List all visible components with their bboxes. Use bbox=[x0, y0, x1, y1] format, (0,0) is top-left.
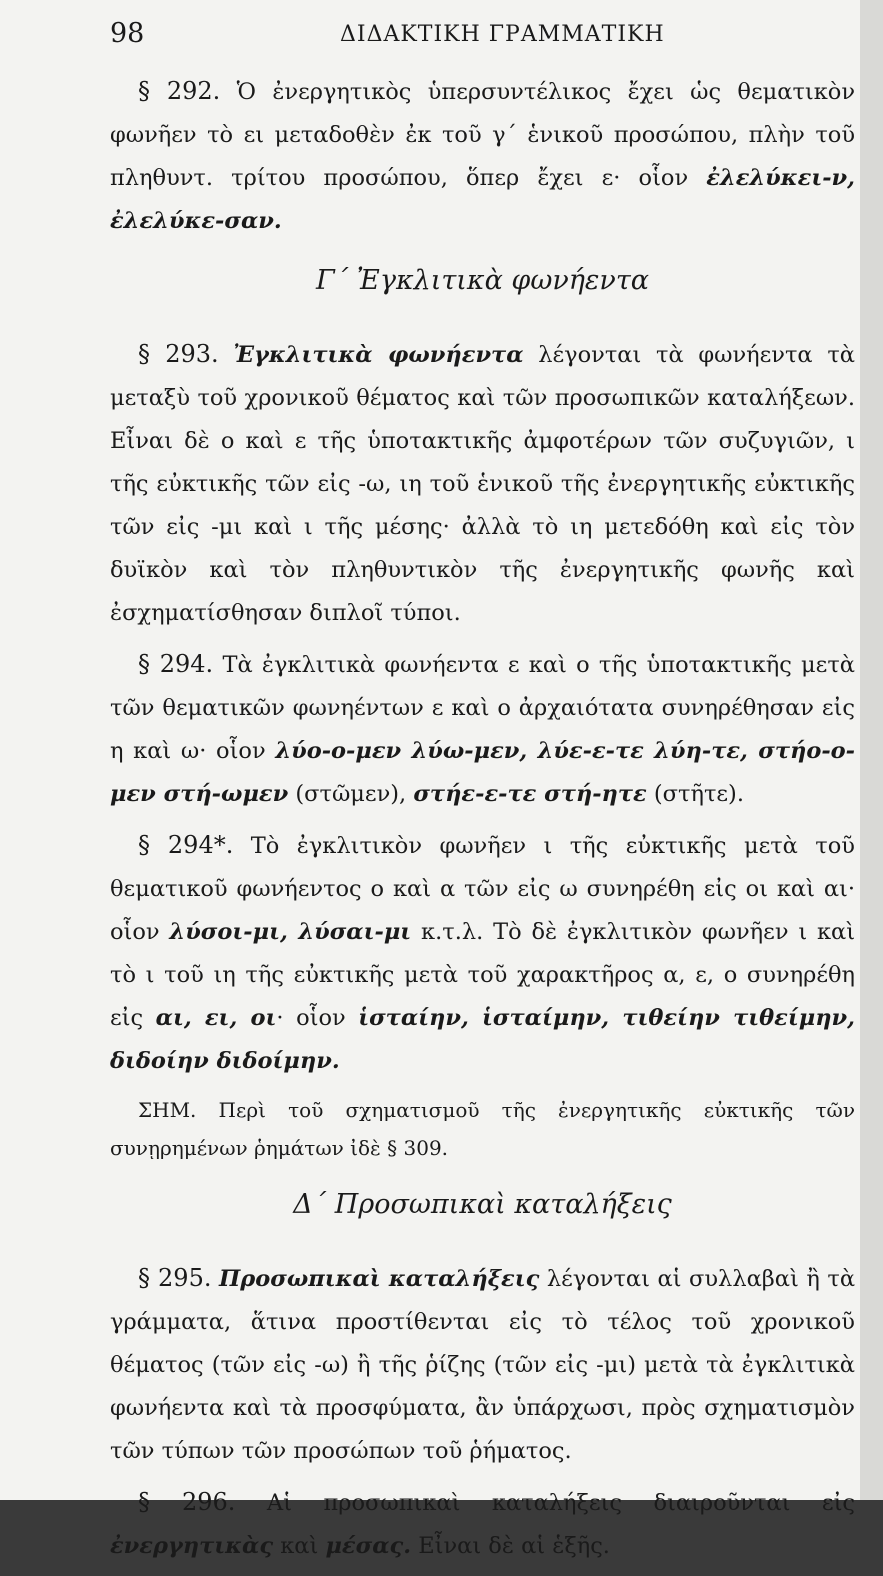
section-number: § 294*. bbox=[138, 831, 234, 859]
page-number: 98 bbox=[110, 18, 145, 49]
paragraph-293 bbox=[110, 333, 855, 635]
section-number: § 295. bbox=[138, 1264, 212, 1292]
adjacent-page-edge bbox=[860, 0, 883, 1500]
paragraph-text-2: κ.τ.λ. Τὸ δὲ ἐγκλιτικὸν φωνῆεν ι καὶ τὸ ι τοῦ ιη τῆς εὐκτικῆς μετὰ τοῦ χαρακτῆρος α, ε, ο συνηρέθη εἰς bbox=[110, 919, 856, 1031]
section-number: § 293. bbox=[138, 340, 219, 368]
example-forms: λύσοι-μι, λύσαι-μι bbox=[169, 919, 412, 945]
section-heading-c: Γ΄ Ἐγκλιτικὰ φωνήεντα bbox=[315, 265, 650, 296]
paragraph-text: Αἱ προσωπικαὶ καταλήξεις διαιροῦνται εἰς bbox=[266, 1490, 855, 1516]
paragraph-text-mid: καὶ bbox=[280, 1533, 319, 1559]
paragraph-text: Ὁ ἐνεργητικὸς ὑπερσυντέλικος ἔχει ὡς θεματικὸν φωνῆεν τὸ ει μεταδοθὲν ἐκ τοῦ γ΄ ἑνικοῦ προσώπου, πλὴν τοῦ πληθυντ. τρίτου προσώπου, ὅπερ ἔχει ε· οἷον bbox=[110, 79, 856, 191]
paragraph-text-3: · οἷον bbox=[276, 1005, 346, 1031]
example-forms-3: ἱσταίην, ἱσταίμην, τιθείην τιθείμην, διδοίην διδοίμην. bbox=[110, 1005, 855, 1074]
paragraph-text: λέγονται τὰ φωνήεντα τὰ μεταξὺ τοῦ χρονικοῦ θέματος καὶ τῶν προσωπικῶν καταλήξεων. Εἶναι δὲ ο καὶ ε τῆς ὑποτακτικῆς ἀμφοτέρων τῶν συζυγιῶν, ι τῆς εὐκτικῆς τῶν εἰς -ω, ιη τοῦ ἑνικοῦ τῆς ἐνεργητικῆς εὐκτικῆς τῶν εἰς -μι καὶ ι τῆς μέσης· ἀλλὰ τὸ ιη μετεδόθη καὶ εἰς τὸν δυϊκὸν καὶ τὸν πληθυντικὸν τῆς ἐνεργητικῆς φωνῆς καὶ ἐσχηματίσθησαν διπλοῖ τύποι. bbox=[110, 342, 855, 626]
example-forms-2: στήε-ε-τε στή-ητε bbox=[413, 781, 647, 807]
example-forms-2: αι, ει, οι bbox=[155, 1005, 277, 1031]
defined-term: Ἐγκλιτικὰ φωνήεντα bbox=[233, 342, 524, 368]
note-paragraph bbox=[110, 1091, 855, 1167]
paragraph-text: Τὸ ἐγκλιτικὸν φωνῆεν ι τῆς εὐκτικῆς μετὰ τοῦ θεματικοῦ φωνήεντος ο καὶ α τῶν εἰς ω συνηρέθη εἰς οι καὶ αι· οἷον bbox=[110, 833, 855, 945]
section-heading-d: Δ΄ Προσωπικαὶ καταλήξεις bbox=[293, 1189, 672, 1220]
paragraph-text-tail: Εἶναι δὲ αἱ ἑξῆς. bbox=[418, 1533, 610, 1559]
paragraph-text-tail: (στῶμεν), bbox=[295, 781, 407, 807]
defined-term-2: μέσας. bbox=[325, 1533, 412, 1559]
paragraph-text: λέγονται αἱ συλλαβαὶ ἢ τὰ γράμματα, ἅτινα προστίθενται εἰς τὸ τέλος τοῦ χρονικοῦ θέματος (τῶν εἰς -ω) ἢ τῆς ῥίζης (τῶν εἰς -μι) μετὰ τὰ ἐγκλιτικὰ φωνήεντα καὶ τὰ προσφύματα, ἂν ὑπάρχωσι, πρὸς σχηματισμὸν τῶν τύπων τῶν προσώπων τοῦ ῥήματος. bbox=[110, 1266, 856, 1464]
running-title: ΔΙΔΑΚΤΙΚΗ ΓΡΑΜΜΑΤΙΚΗ bbox=[340, 22, 665, 47]
page-content bbox=[110, 70, 855, 1576]
paragraph-294-star bbox=[110, 824, 855, 1083]
paragraph-text: Τὰ ἐγκλιτικὰ φωνήεντα ε καὶ ο τῆς ὑποτακτικῆς μετὰ τῶν θεματικῶν φωνηέντων ε καὶ ο ἀρχαιότατα συνηρέθησαν εἰς η καὶ ω· οἷον bbox=[110, 652, 855, 764]
defined-term: Προσωπικαὶ καταλήξεις bbox=[219, 1266, 540, 1292]
note-text: ΣΗΜ. Περὶ τοῦ σχηματισμοῦ τῆς ἐνεργητικῆς εὐκτικῆς τῶν συνῃρημένων ῥημάτων ἰδὲ § 309. bbox=[110, 1098, 855, 1160]
section-number: § 292. bbox=[138, 77, 221, 105]
paragraph-text-tail-2: (στῆτε). bbox=[653, 781, 744, 807]
example-forms: λύο-ο-μεν λύω-μεν, λύε-ε-τε λύη-τε, στήο-ο-μεν στή-ωμεν bbox=[110, 738, 856, 807]
page-header bbox=[110, 18, 800, 58]
paragraph-295 bbox=[110, 1257, 855, 1473]
paragraph-292 bbox=[110, 70, 855, 243]
section-number: § 294. bbox=[138, 650, 214, 678]
defined-term-1: ἐνεργητικὰς bbox=[110, 1533, 274, 1559]
paragraph-296 bbox=[110, 1481, 855, 1568]
section-number: § 296. bbox=[138, 1488, 236, 1516]
paragraph-294 bbox=[110, 643, 855, 816]
example-forms: ἐλελύκει-ν, ἐλελύκε-σαν. bbox=[110, 165, 855, 234]
